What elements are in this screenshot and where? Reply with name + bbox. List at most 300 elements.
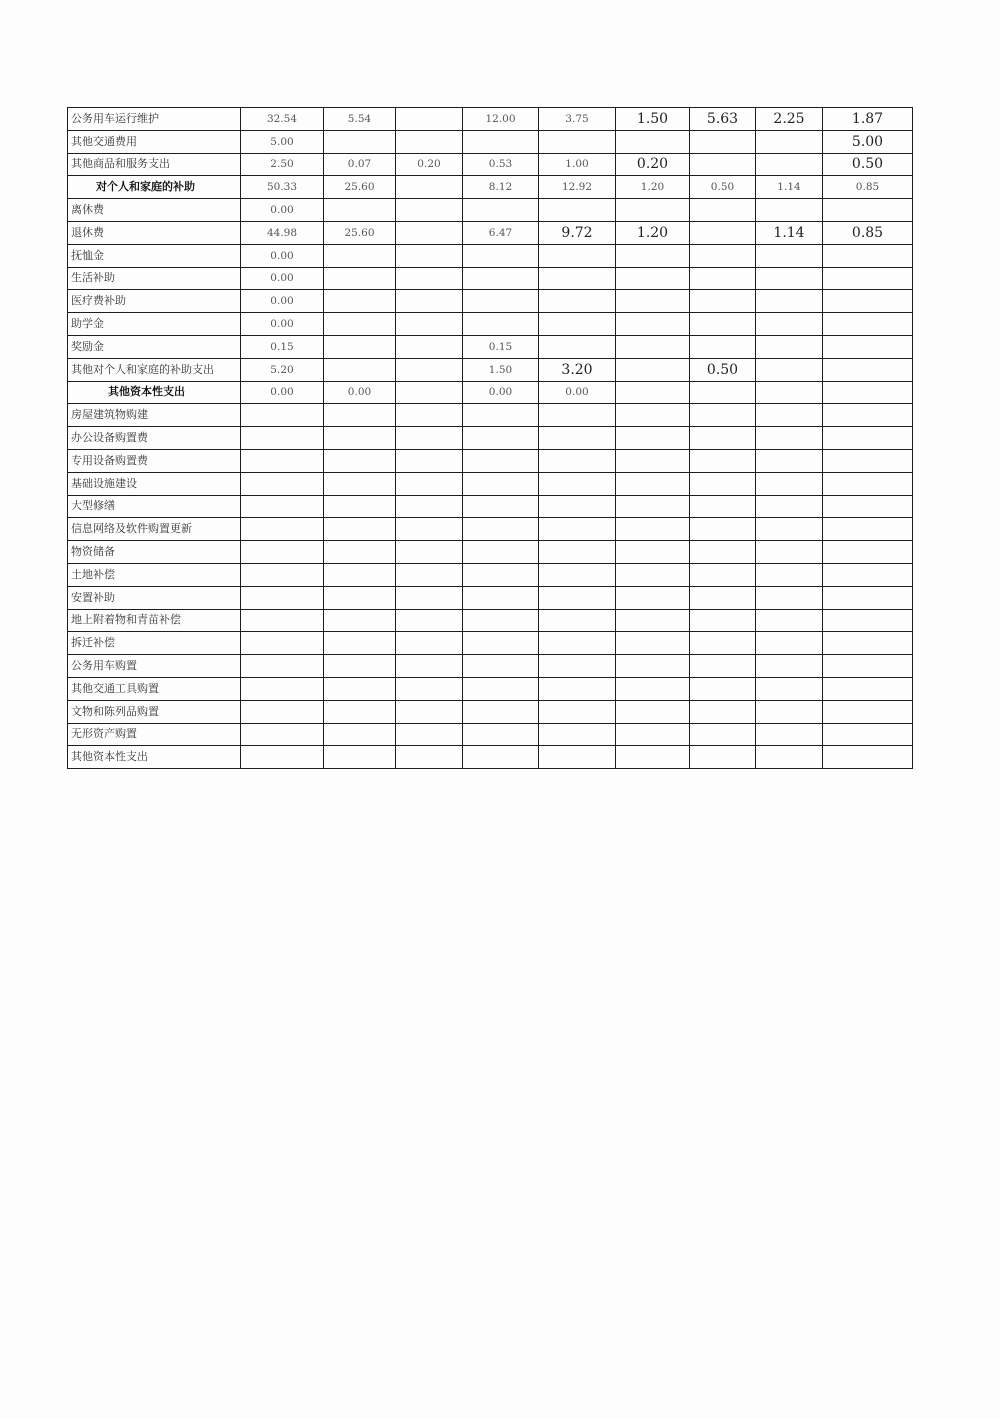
amount-cell: 5.63 [690, 108, 756, 131]
amount-cell [616, 267, 690, 290]
amount-cell [756, 472, 823, 495]
amount-cell [396, 723, 463, 746]
amount-cell [324, 358, 396, 381]
amount-cell [463, 700, 539, 723]
amount-cell [241, 541, 324, 564]
amount-cell [690, 609, 756, 632]
amount-cell: 0.00 [241, 244, 324, 267]
amount-cell [241, 632, 324, 655]
amount-cell [690, 700, 756, 723]
amount-cell [823, 427, 913, 450]
amount-cell [756, 290, 823, 313]
amount-cell [616, 746, 690, 769]
amount-cell [324, 518, 396, 541]
amount-cell [396, 677, 463, 700]
amount-cell [690, 746, 756, 769]
amount-cell [396, 358, 463, 381]
amount-cell [616, 495, 690, 518]
amount-cell [396, 130, 463, 153]
amount-cell [396, 267, 463, 290]
item-label-cell: 专用设备购置费 [68, 449, 241, 472]
amount-cell [756, 541, 823, 564]
amount-cell [324, 244, 396, 267]
amount-cell [756, 335, 823, 358]
item-label-cell: 退休费 [68, 221, 241, 244]
item-label-cell: 房屋建筑物购建 [68, 404, 241, 427]
table-row [68, 677, 913, 700]
item-label-cell: 拆迁补偿 [68, 632, 241, 655]
amount-cell [241, 404, 324, 427]
table-row [68, 700, 913, 723]
amount-cell [690, 153, 756, 176]
item-label-cell: 其他交通费用 [68, 130, 241, 153]
amount-cell [539, 655, 616, 678]
amount-cell [690, 244, 756, 267]
amount-cell [463, 586, 539, 609]
amount-cell [690, 655, 756, 678]
item-label-cell: 其他交通工具购置 [68, 677, 241, 700]
amount-cell [241, 609, 324, 632]
amount-cell [616, 404, 690, 427]
amount-cell: 1.87 [823, 108, 913, 131]
amount-cell [241, 472, 324, 495]
amount-cell [324, 449, 396, 472]
amount-cell [539, 632, 616, 655]
amount-cell [539, 746, 616, 769]
table-row [68, 199, 913, 222]
amount-cell [823, 655, 913, 678]
amount-cell [690, 335, 756, 358]
amount-cell [616, 655, 690, 678]
amount-cell [241, 563, 324, 586]
item-label-cell: 信息网络及软件购置更新 [68, 518, 241, 541]
table-row [68, 153, 913, 176]
amount-cell [823, 267, 913, 290]
amount-cell [690, 199, 756, 222]
amount-cell [616, 677, 690, 700]
amount-cell [539, 563, 616, 586]
amount-cell [324, 541, 396, 564]
amount-cell [324, 632, 396, 655]
amount-cell [463, 130, 539, 153]
amount-cell [241, 655, 324, 678]
amount-cell [616, 358, 690, 381]
amount-cell [690, 221, 756, 244]
amount-cell [324, 700, 396, 723]
item-label-cell: 助学金 [68, 313, 241, 336]
amount-cell [823, 313, 913, 336]
table-row [68, 244, 913, 267]
amount-cell [396, 427, 463, 450]
amount-cell [756, 586, 823, 609]
amount-cell [463, 267, 539, 290]
amount-cell [756, 632, 823, 655]
amount-cell [463, 723, 539, 746]
amount-cell: 0.50 [690, 176, 756, 199]
amount-cell [756, 358, 823, 381]
amount-cell [690, 427, 756, 450]
amount-cell [616, 244, 690, 267]
amount-cell [616, 541, 690, 564]
amount-cell [690, 130, 756, 153]
amount-cell [616, 723, 690, 746]
amount-cell [690, 313, 756, 336]
table-row [68, 221, 913, 244]
amount-cell [241, 449, 324, 472]
amount-cell [539, 449, 616, 472]
amount-cell [690, 518, 756, 541]
amount-cell: 1.50 [616, 108, 690, 131]
amount-cell [823, 381, 913, 404]
amount-cell [756, 267, 823, 290]
table-row [68, 609, 913, 632]
table-row [68, 381, 913, 404]
item-label-cell: 土地补偿 [68, 563, 241, 586]
amount-cell [241, 495, 324, 518]
amount-cell [324, 313, 396, 336]
item-label-cell: 抚恤金 [68, 244, 241, 267]
amount-cell [324, 677, 396, 700]
amount-cell [539, 495, 616, 518]
amount-cell [823, 632, 913, 655]
amount-cell [324, 427, 396, 450]
amount-cell [396, 176, 463, 199]
amount-cell [241, 427, 324, 450]
category-heading-cell: 对个人和家庭的补助 [68, 176, 241, 199]
item-label-cell: 公务用车购置 [68, 655, 241, 678]
amount-cell: 2.25 [756, 108, 823, 131]
amount-cell [241, 518, 324, 541]
amount-cell: 0.00 [241, 313, 324, 336]
amount-cell [241, 746, 324, 769]
amount-cell [756, 313, 823, 336]
amount-cell [616, 335, 690, 358]
amount-cell [756, 381, 823, 404]
amount-cell: 0.00 [241, 290, 324, 313]
amount-cell [396, 108, 463, 131]
amount-cell: 1.20 [616, 176, 690, 199]
amount-cell: 0.00 [241, 381, 324, 404]
amount-cell [616, 290, 690, 313]
amount-cell: 0.15 [241, 335, 324, 358]
amount-cell [539, 472, 616, 495]
amount-cell [324, 655, 396, 678]
amount-cell [463, 518, 539, 541]
amount-cell [823, 563, 913, 586]
amount-cell [396, 335, 463, 358]
amount-cell: 5.00 [241, 130, 324, 153]
item-label-cell: 公务用车运行维护 [68, 108, 241, 131]
amount-cell [463, 244, 539, 267]
amount-cell [463, 655, 539, 678]
amount-cell [463, 449, 539, 472]
amount-cell: 0.50 [823, 153, 913, 176]
amount-cell [823, 723, 913, 746]
amount-cell: 0.00 [241, 199, 324, 222]
amount-cell [823, 518, 913, 541]
amount-cell [241, 586, 324, 609]
amount-cell [690, 495, 756, 518]
amount-cell [756, 153, 823, 176]
amount-cell [324, 290, 396, 313]
amount-cell [324, 586, 396, 609]
table-row [68, 563, 913, 586]
amount-cell [616, 130, 690, 153]
amount-cell [823, 335, 913, 358]
amount-cell [756, 130, 823, 153]
amount-cell [396, 632, 463, 655]
amount-cell: 1.14 [756, 176, 823, 199]
amount-cell [324, 130, 396, 153]
table-row [68, 290, 913, 313]
amount-cell [539, 518, 616, 541]
amount-cell [396, 449, 463, 472]
table-row [68, 746, 913, 769]
amount-cell [823, 586, 913, 609]
amount-cell: 0.53 [463, 153, 539, 176]
table-row [68, 267, 913, 290]
amount-cell [690, 541, 756, 564]
item-label-cell: 离休费 [68, 199, 241, 222]
amount-cell: 0.00 [241, 267, 324, 290]
amount-cell [396, 495, 463, 518]
table-row [68, 449, 913, 472]
amount-cell [756, 495, 823, 518]
amount-cell [539, 541, 616, 564]
amount-cell [463, 632, 539, 655]
amount-cell [616, 632, 690, 655]
amount-cell [324, 563, 396, 586]
amount-cell [690, 632, 756, 655]
item-label-cell: 其他资本性支出 [68, 746, 241, 769]
amount-cell: 44.98 [241, 221, 324, 244]
amount-cell: 25.60 [324, 176, 396, 199]
amount-cell [396, 655, 463, 678]
amount-cell: 0.15 [463, 335, 539, 358]
amount-cell: 0.85 [823, 221, 913, 244]
amount-cell [396, 586, 463, 609]
amount-cell: 8.12 [463, 176, 539, 199]
amount-cell [616, 381, 690, 404]
amount-cell [539, 335, 616, 358]
amount-cell [539, 313, 616, 336]
amount-cell [463, 427, 539, 450]
amount-cell [616, 427, 690, 450]
amount-cell [463, 472, 539, 495]
amount-cell [539, 199, 616, 222]
amount-cell: 5.20 [241, 358, 324, 381]
amount-cell [396, 404, 463, 427]
table-row [68, 723, 913, 746]
amount-cell: 0.00 [324, 381, 396, 404]
amount-cell: 1.14 [756, 221, 823, 244]
amount-cell [396, 290, 463, 313]
amount-cell: 0.20 [616, 153, 690, 176]
amount-cell: 12.00 [463, 108, 539, 131]
amount-cell [539, 267, 616, 290]
amount-cell [396, 381, 463, 404]
item-label-cell: 其他对个人和家庭的补助支出 [68, 358, 241, 381]
amount-cell [823, 700, 913, 723]
amount-cell: 1.50 [463, 358, 539, 381]
amount-cell [616, 586, 690, 609]
table-row [68, 335, 913, 358]
amount-cell [756, 404, 823, 427]
amount-cell [756, 746, 823, 769]
amount-cell [823, 290, 913, 313]
amount-cell [756, 518, 823, 541]
amount-cell: 5.54 [324, 108, 396, 131]
amount-cell [463, 563, 539, 586]
amount-cell [756, 723, 823, 746]
amount-cell [539, 404, 616, 427]
amount-cell [463, 313, 539, 336]
amount-cell [690, 586, 756, 609]
amount-cell [539, 586, 616, 609]
amount-cell [690, 472, 756, 495]
table-row [68, 472, 913, 495]
amount-cell [396, 541, 463, 564]
amount-cell [463, 404, 539, 427]
amount-cell [756, 655, 823, 678]
amount-cell: 2.50 [241, 153, 324, 176]
amount-cell: 0.00 [463, 381, 539, 404]
amount-cell: 0.07 [324, 153, 396, 176]
amount-cell [616, 472, 690, 495]
amount-cell: 9.72 [539, 221, 616, 244]
budget-expenditure-table [67, 107, 913, 769]
table-row [68, 495, 913, 518]
amount-cell: 0.85 [823, 176, 913, 199]
amount-cell [756, 563, 823, 586]
amount-cell [616, 609, 690, 632]
table-row [68, 108, 913, 131]
amount-cell: 0.00 [539, 381, 616, 404]
amount-cell [690, 290, 756, 313]
amount-cell: 6.47 [463, 221, 539, 244]
amount-cell [324, 723, 396, 746]
item-label-cell: 医疗费补助 [68, 290, 241, 313]
amount-cell [241, 677, 324, 700]
item-label-cell: 奖励金 [68, 335, 241, 358]
item-label-cell: 安置补助 [68, 586, 241, 609]
amount-cell [616, 563, 690, 586]
amount-cell [539, 723, 616, 746]
amount-cell [539, 130, 616, 153]
amount-cell [539, 244, 616, 267]
amount-cell: 12.92 [539, 176, 616, 199]
amount-cell [756, 449, 823, 472]
amount-cell [324, 267, 396, 290]
item-label-cell: 生活补助 [68, 267, 241, 290]
amount-cell [324, 609, 396, 632]
amount-cell [823, 472, 913, 495]
amount-cell [396, 244, 463, 267]
table-row [68, 176, 913, 199]
amount-cell [539, 427, 616, 450]
amount-cell [463, 199, 539, 222]
amount-cell [324, 495, 396, 518]
table-row [68, 518, 913, 541]
item-label-cell: 办公设备购置费 [68, 427, 241, 450]
amount-cell: 1.20 [616, 221, 690, 244]
amount-cell [823, 404, 913, 427]
amount-cell [463, 746, 539, 769]
amount-cell [823, 495, 913, 518]
amount-cell [756, 427, 823, 450]
amount-cell [463, 290, 539, 313]
amount-cell [241, 700, 324, 723]
amount-cell: 32.54 [241, 108, 324, 131]
amount-cell [690, 677, 756, 700]
amount-cell [539, 700, 616, 723]
amount-cell [756, 677, 823, 700]
category-heading-cell: 其他资本性支出 [68, 381, 241, 404]
table-row [68, 586, 913, 609]
item-label-cell: 大型修缮 [68, 495, 241, 518]
table-row [68, 313, 913, 336]
item-label-cell: 基础设施建设 [68, 472, 241, 495]
amount-cell [616, 313, 690, 336]
table-row [68, 404, 913, 427]
amount-cell [396, 518, 463, 541]
amount-cell [396, 472, 463, 495]
amount-cell: 0.20 [396, 153, 463, 176]
amount-cell [324, 472, 396, 495]
table-body [68, 108, 913, 769]
amount-cell [756, 244, 823, 267]
amount-cell [823, 541, 913, 564]
amount-cell [823, 199, 913, 222]
amount-cell [823, 449, 913, 472]
amount-cell [690, 267, 756, 290]
amount-cell [616, 700, 690, 723]
item-label-cell: 无形资产购置 [68, 723, 241, 746]
item-label-cell: 地上附着物和青苗补偿 [68, 609, 241, 632]
table-row [68, 655, 913, 678]
amount-cell [539, 677, 616, 700]
amount-cell [690, 449, 756, 472]
amount-cell [396, 563, 463, 586]
amount-cell: 5.00 [823, 130, 913, 153]
amount-cell [324, 746, 396, 769]
item-label-cell: 其他商品和服务支出 [68, 153, 241, 176]
item-label-cell: 文物和陈列品购置 [68, 700, 241, 723]
amount-cell [823, 746, 913, 769]
amount-cell [690, 404, 756, 427]
amount-cell [823, 677, 913, 700]
amount-cell: 50.33 [241, 176, 324, 199]
amount-cell [463, 495, 539, 518]
amount-cell: 0.50 [690, 358, 756, 381]
item-label-cell: 物资储备 [68, 541, 241, 564]
amount-cell [690, 381, 756, 404]
amount-cell [324, 404, 396, 427]
amount-cell [823, 609, 913, 632]
table-row [68, 358, 913, 381]
amount-cell [396, 609, 463, 632]
amount-cell [756, 700, 823, 723]
amount-cell [324, 335, 396, 358]
amount-cell [539, 609, 616, 632]
amount-cell: 25.60 [324, 221, 396, 244]
amount-cell [690, 563, 756, 586]
amount-cell [463, 609, 539, 632]
amount-cell [616, 449, 690, 472]
amount-cell [463, 677, 539, 700]
amount-cell [823, 358, 913, 381]
amount-cell [396, 221, 463, 244]
